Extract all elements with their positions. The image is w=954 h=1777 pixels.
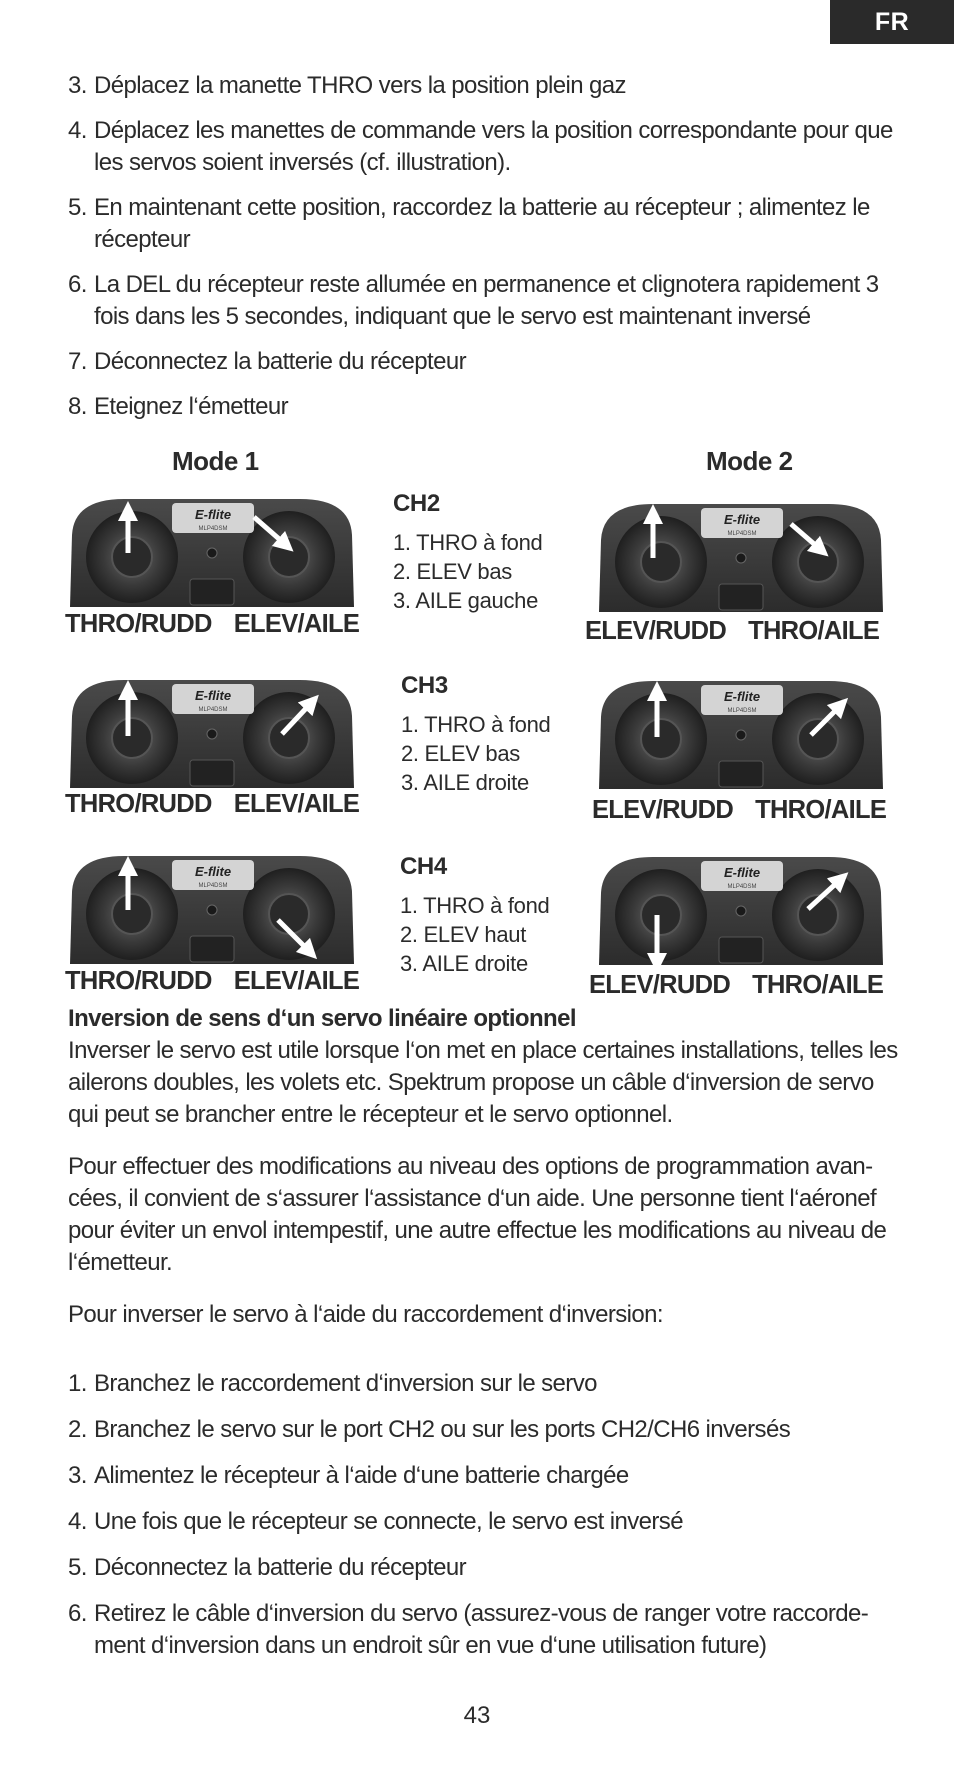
mode2-title: Mode 2 — [706, 446, 793, 476]
step-item: 1. Branchez le raccordement d‘inversion sur le servo — [68, 1370, 597, 1397]
step-item: 7. Déconnectez la batterie du récepteur — [68, 348, 466, 375]
ch4-step: 3. AILE droite — [400, 951, 528, 976]
step-item: 3. Alimentez le récepteur à l‘aide d‘une batterie chargée — [68, 1462, 629, 1489]
step-item: 5. Déconnectez la batterie du récepteur — [68, 1554, 466, 1581]
right-stick-label: ELEV/AILE — [233, 967, 360, 995]
language-tab: FR — [830, 0, 954, 44]
stick-labels — [585, 617, 879, 646]
transmitter-image — [64, 676, 360, 792]
stick-labels — [592, 796, 886, 825]
stick-labels — [65, 790, 359, 819]
right-stick-label: ELEV/AILE — [233, 610, 360, 638]
brand-logo: E-flite — [194, 507, 232, 522]
step-item: 4. Une fois que le récepteur se connecte, le servo est inversé — [68, 1508, 683, 1535]
ch3-step: 2. ELEV bas — [401, 741, 520, 766]
step-item: 5. En maintenant cette position, raccordez la batterie au récepteur ; alimentez le récepteur — [68, 194, 870, 253]
transmitter-image — [593, 677, 889, 793]
step-item: 4. Déplacez les manettes de commande vers la position correspondante pour que les servos soient inversés (cf. illustration). — [68, 117, 893, 176]
step-item: 6. La DEL du récepteur reste allumée en permanence et clignotera rapidement 3 fois dans les 5 secondes, indiquant que le servo est maintenant inversé — [68, 271, 879, 330]
brand-logo: E-flite — [723, 865, 761, 880]
step-item: 8. Eteignez l‘émetteur — [68, 393, 289, 420]
left-stick-label: THRO/RUDD — [65, 967, 212, 995]
section-paragraph: Inverser le servo est utile lorsque l‘on met en place certaines installations, telles les ailerons doubles, les volets etc. Spektrum propose un câble d‘inversion de servo qui peut se brancher entre le récepteur et le servo optionnel. — [68, 1037, 898, 1128]
model-label: MLP4DSM — [198, 883, 228, 889]
transmitter-image — [593, 853, 889, 969]
stick-labels — [65, 610, 359, 639]
transmitter-image — [64, 852, 360, 968]
ch4-title: CH4 — [400, 853, 447, 880]
ch2-step: 2. ELEV bas — [393, 559, 512, 584]
model-label: MLP4DSM — [198, 526, 228, 532]
section-heading: Inversion de sens d‘un servo linéaire optionnel — [68, 1005, 576, 1032]
section-paragraph: Pour inverser le servo à l‘aide du raccordement d‘inversion: — [68, 1301, 663, 1328]
ch3-block — [401, 672, 581, 797]
brand-logo: E-flite — [723, 512, 761, 527]
right-stick-label: THRO/AILE — [752, 971, 884, 999]
ch2-step: 1. THRO à fond — [393, 530, 543, 555]
reverse-section — [68, 1003, 898, 1331]
right-stick-label: THRO/AILE — [748, 617, 880, 645]
ch4-block — [400, 853, 580, 978]
model-label: MLP4DSM — [198, 707, 228, 713]
ch3-title: CH3 — [401, 672, 448, 699]
ch4-step: 1. THRO à fond — [400, 893, 550, 918]
steps-top — [68, 70, 898, 423]
ch4-step: 2. ELEV haut — [400, 922, 527, 947]
stick-labels — [65, 967, 359, 996]
left-stick-label: THRO/RUDD — [65, 790, 212, 818]
step-item: 3. Déplacez la manette THRO vers la position plein gaz — [68, 72, 626, 99]
page-number: 43 — [463, 1702, 491, 1729]
left-stick-label: ELEV/RUDD — [585, 617, 727, 645]
stick-labels — [589, 971, 883, 1000]
model-label: MLP4DSM — [727, 531, 757, 537]
ch3-step: 3. AILE droite — [401, 770, 529, 795]
left-stick-label: THRO/RUDD — [65, 610, 212, 638]
left-stick-label: ELEV/RUDD — [592, 796, 734, 824]
brand-logo: E-flite — [723, 689, 761, 704]
section-paragraph: Pour effectuer des modifications au niveau des options de programmation avan-cées, il convient de s‘assurer l‘assistance d‘un aide. Une personne tient l‘aéronef pour éviter un envol intempestif, une autre effectue les modifications au niveau de l‘émetteur. — [68, 1153, 887, 1276]
ch3-step: 1. THRO à fond — [401, 712, 551, 737]
ch2-step: 3. AILE gauche — [393, 588, 539, 613]
left-stick-label: ELEV/RUDD — [589, 971, 731, 999]
transmitter-image — [593, 500, 889, 616]
ch2-title: CH2 — [393, 490, 440, 517]
brand-logo: E-flite — [194, 864, 232, 879]
right-stick-label: THRO/AILE — [755, 796, 887, 824]
brand-logo: E-flite — [194, 688, 232, 703]
ch2-block — [393, 490, 573, 615]
mode1-title: Mode 1 — [172, 446, 259, 476]
model-label: MLP4DSM — [727, 708, 757, 714]
model-label: MLP4DSM — [727, 884, 757, 890]
right-stick-label: ELEV/AILE — [233, 790, 360, 818]
step-item: 2. Branchez le servo sur le port CH2 ou sur les ports CH2/CH6 inversés — [68, 1416, 791, 1443]
step-item: 6. Retirez le câble d‘inversion du servo (assurez-vous de ranger votre raccorde-ment d‘inversion dans un endroit sûr en vue d‘une utilisation future) — [68, 1600, 869, 1659]
steps-bottom — [68, 1368, 898, 1662]
transmitter-image — [64, 495, 360, 611]
